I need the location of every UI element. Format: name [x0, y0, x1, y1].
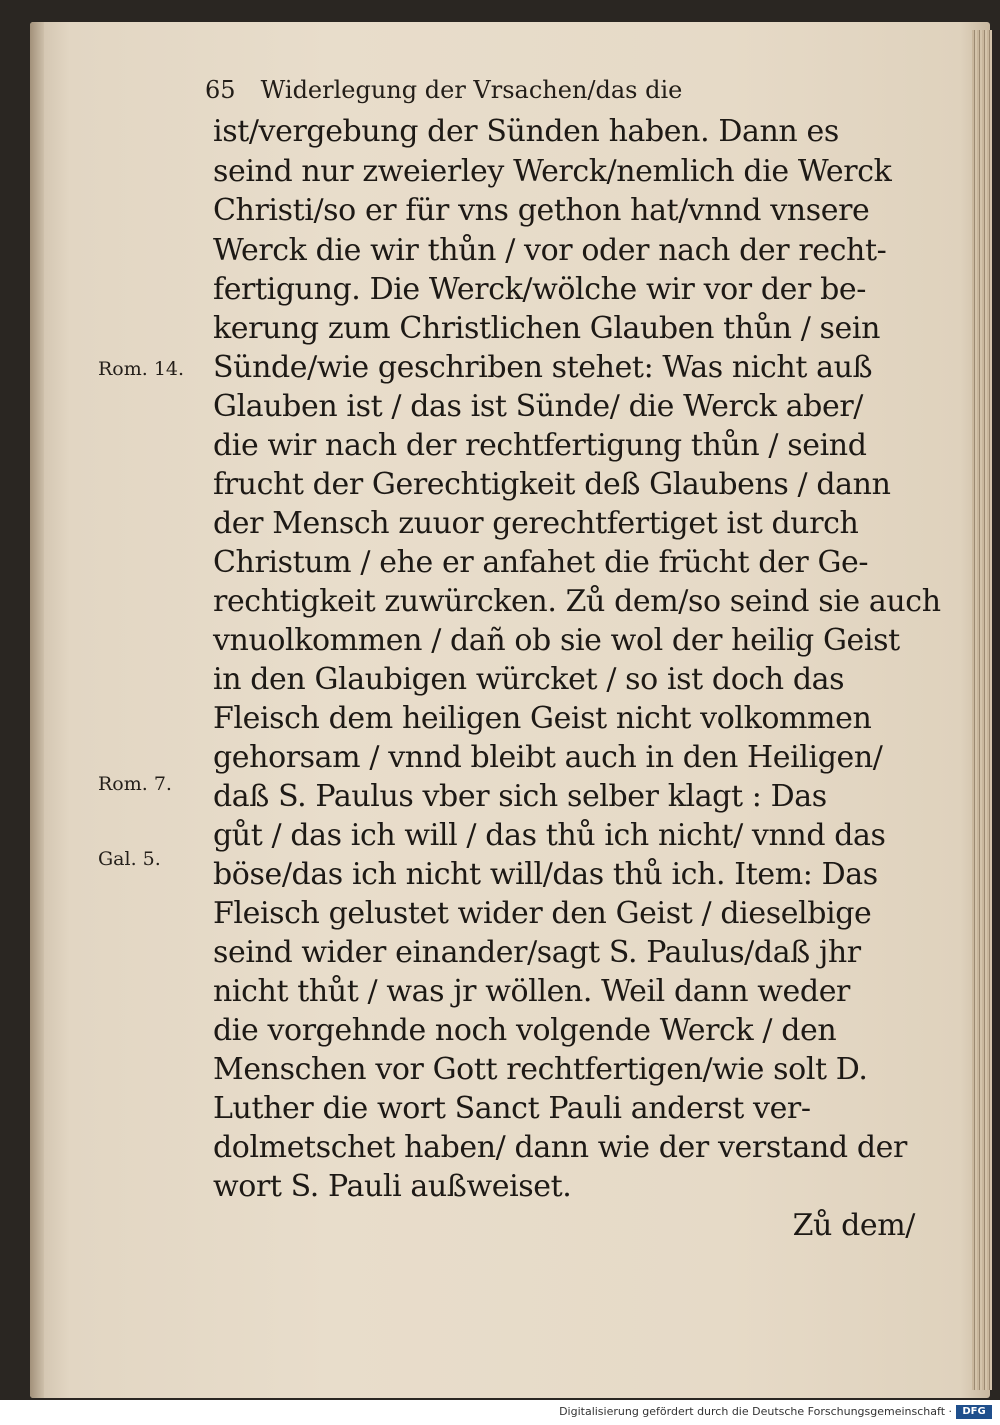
- text-line: gůt / das ich will / das thů ich nicht/ vnnd das: [213, 818, 886, 853]
- text-line: dolmetschet haben/ dann wie der verstand der: [213, 1130, 907, 1165]
- marginal-note: Gal. 5.: [98, 848, 161, 870]
- text-line: daß S. Paulus vber sich selber klagt : Das: [213, 779, 827, 814]
- text-line: Werck die wir thůn / vor oder nach der recht-: [213, 233, 887, 268]
- text-line: wort S. Pauli außweiset.: [213, 1169, 572, 1204]
- text-line: nicht thůt / was jr wöllen. Weil dann weder: [213, 974, 850, 1009]
- page-edges: [972, 30, 992, 1390]
- text-line: Menschen vor Gott rechtfertigen/wie solt D.: [213, 1052, 868, 1087]
- footer-credit: Digitalisierung gefördert durch die Deutsche Forschungsgemeinschaft ·: [559, 1405, 952, 1418]
- text-line: frucht der Gerechtigkeit deß Glaubens / dann: [213, 467, 891, 502]
- text-line: ist/vergebung der Sünden haben. Dann es: [213, 114, 839, 149]
- dfg-logo: DFG: [956, 1405, 992, 1419]
- text-line: die vorgehnde noch volgende Werck / den: [213, 1013, 837, 1048]
- marginal-note: Rom. 14.: [98, 358, 185, 380]
- footer-bar: [0, 1400, 1000, 1425]
- text-line: fertigung. Die Werck/wölche wir vor der be-: [213, 272, 866, 307]
- text-line: Christum / ehe er anfahet die frücht der Ge-: [213, 545, 869, 580]
- text-line: Christi/so er für vns gethon hat/vnnd vnsere: [213, 193, 870, 228]
- text-line: kerung zum Christlichen Glauben thůn / sein: [213, 311, 880, 346]
- text-line: Fleisch dem heiligen Geist nicht volkommen: [213, 701, 872, 736]
- text-line: seind nur zweierley Werck/nemlich die Werck: [213, 154, 892, 189]
- text-line: der Mensch zuuor gerechtfertiget ist durch: [213, 506, 859, 541]
- page-number: 65: [205, 76, 236, 104]
- running-title: Widerlegung der Vrsachen/das die: [260, 76, 683, 104]
- text-line: Sünde/wie geschriben stehet: Was nicht auß: [213, 350, 873, 385]
- text-line: Glauben ist / das ist Sünde/ die Werck aber/: [213, 389, 863, 424]
- text-line: gehorsam / vnnd bleibt auch in den Heiligen/: [213, 740, 883, 775]
- text-line: Fleisch gelustet wider den Geist / dieselbige: [213, 896, 872, 931]
- text-line: seind wider einander/sagt S. Paulus/daß jhr: [213, 935, 861, 970]
- text-line: vnuolkommen / dañ ob sie wol der heilig Geist: [213, 623, 900, 658]
- catchword: Zů dem/: [792, 1208, 915, 1243]
- text-line: böse/das ich nicht will/das thů ich. Item: Das: [213, 857, 878, 892]
- running-header: [205, 76, 805, 112]
- text-line: Luther die wort Sanct Pauli anderst ver-: [213, 1091, 811, 1126]
- text-line: die wir nach der rechtfertigung thůn / seind: [213, 428, 867, 463]
- marginal-note: Rom. 7.: [98, 773, 172, 795]
- text-line: rechtigkeit zuwürcken. Zů dem/so seind sie auch: [213, 584, 941, 619]
- text-line: in den Glaubigen würcket / so ist doch das: [213, 662, 845, 697]
